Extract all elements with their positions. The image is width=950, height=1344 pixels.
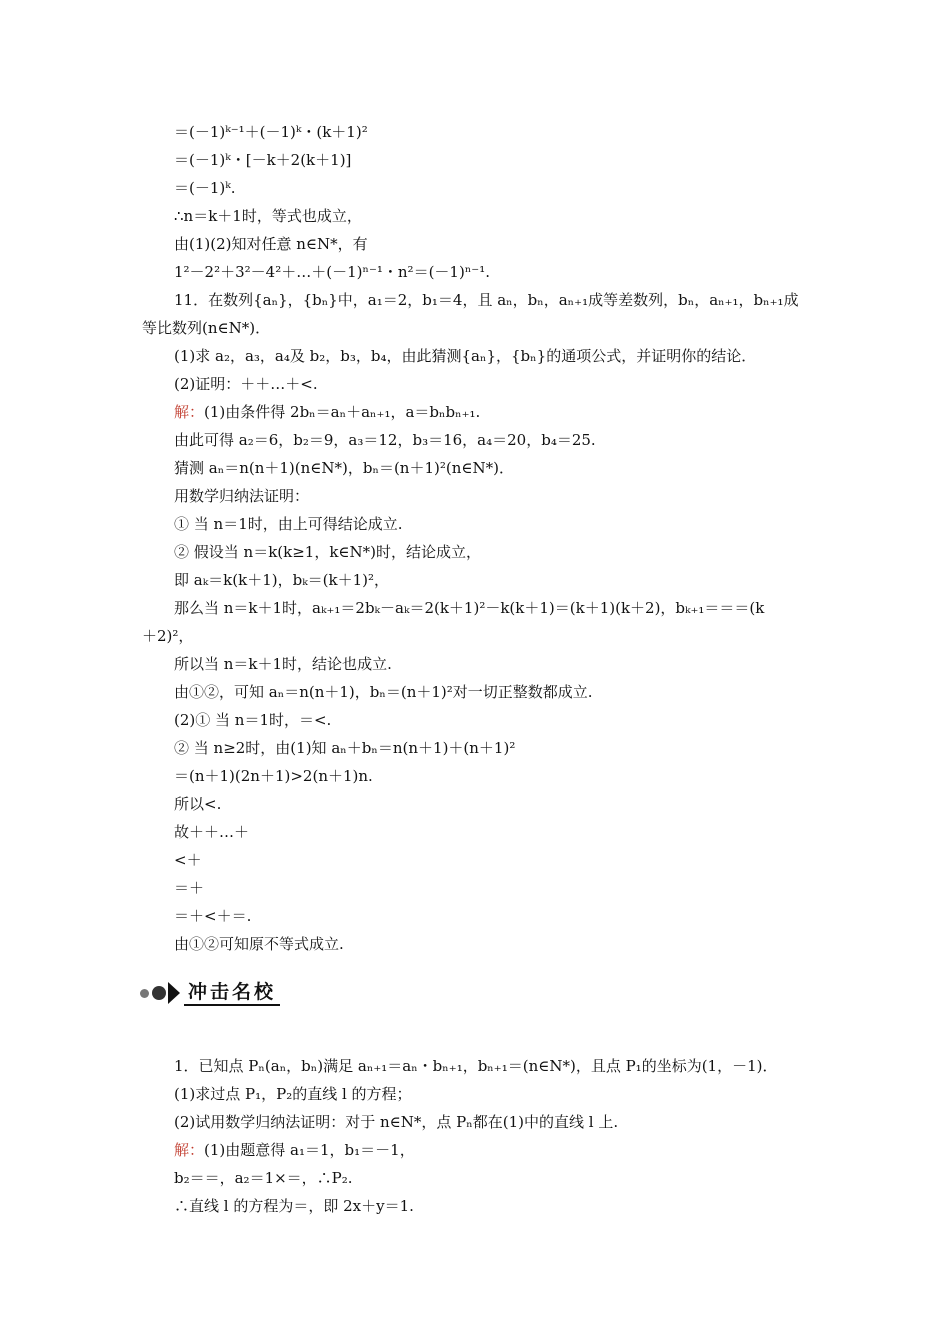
solution-line: ∴直线 l 的方程为＝，即 2x＋y＝1. <box>174 1197 414 1215</box>
solution-line: b₂＝＝，a₂＝1×＝，∴P₂. <box>174 1169 353 1187</box>
problem-1-part1: (1)求过点 P₁，P₂的直线 l 的方程； <box>174 1085 412 1103</box>
solution-line: ② 当 n≥2时，由(1)知 aₙ＋bₙ＝n(n＋1)＋(n＋1)² <box>174 739 516 757</box>
problem-1-statement: 1．已知点 Pₙ(aₙ，bₙ)满足 aₙ₊₁＝aₙ・bₙ₊₁，bₙ₊₁＝(n∈N*)，且点 P₁的坐标为(1，－1)． <box>174 1057 778 1075</box>
solution-line-wrap: ＋2)²， <box>142 627 194 645</box>
problem-11-statement: 11．在数列{aₙ}，{bₙ}中，a₁＝2，b₁＝4，且 aₙ，bₙ，aₙ₊₁成等差数列，bₙ，aₙ₊₁，bₙ₊₁成 <box>174 291 799 309</box>
solution-line: 由①②可知原不等式成立. <box>174 935 344 953</box>
solution-text: (1)由题意得 a₁＝1，b₁＝－1， <box>204 1141 415 1159</box>
solution-line: 猜测 aₙ＝n(n＋1)(n∈N*)，bₙ＝(n＋1)²(n∈N*)． <box>174 459 514 477</box>
solution-line: ② 假设当 n＝k(k≥1，k∈N*)时，结论成立， <box>174 543 482 561</box>
problem-11-part2: (2)证明：＋＋…＋<. <box>174 375 318 393</box>
solution-label: 解： <box>174 403 205 421</box>
solution-line: 由①②，可知 aₙ＝n(n＋1)，bₙ＝(n＋1)²对一切正整数都成立. <box>174 683 593 701</box>
solution-line: 用数学归纳法证明： <box>174 487 310 505</box>
solution-line: 那么当 n＝k＋1时，aₖ₊₁＝2bₖ－aₖ＝2(k＋1)²－k(k＋1)＝(k＋1)(k＋2)，bₖ₊₁＝＝＝(k <box>174 599 765 617</box>
solution-line: ① 当 n＝1时，由上可得结论成立. <box>174 515 403 533</box>
small-dot-icon <box>140 989 149 998</box>
solution-line: ＝＋ <box>174 879 205 897</box>
proof-line: 1²－2²＋3²－4²＋…＋(－1)ⁿ⁻¹・n²＝(－1)ⁿ⁻¹. <box>174 263 491 281</box>
proof-line: ＝(－1)ᵏ. <box>174 179 236 197</box>
solution-line: 即 aₖ＝k(k＋1)，bₖ＝(k＋1)²， <box>174 571 390 589</box>
solution-line: 由此可得 a₂＝6，b₂＝9，a₃＝12，b₃＝16，a₄＝20，b₄＝25. <box>174 431 596 449</box>
solution-line <box>174 402 480 422</box>
solution-line: 故＋＋…＋ <box>174 823 250 841</box>
section-title: 冲击名校 <box>184 980 280 1006</box>
problem-11-statement-cont: 等比数列(n∈N*)． <box>142 319 271 337</box>
section-banner <box>140 978 280 1008</box>
solution-line: ＝(n＋1)(2n＋1)>2(n＋1)n. <box>174 767 373 785</box>
solution-line: <＋ <box>174 851 202 869</box>
solution-line: 所以当 n＝k＋1时，结论也成立. <box>174 655 392 673</box>
proof-line: ＝(－1)ᵏ⁻¹＋(－1)ᵏ・(k＋1)² <box>174 123 368 141</box>
large-dot-icon <box>152 986 166 1000</box>
proof-line: ∴n＝k＋1时，等式也成立， <box>174 207 362 225</box>
problem-11-part1: (1)求 a₂，a₃，a₄及 b₂，b₃，b₄，由此猜测{aₙ}，{bₙ}的通项公式，并证明你的结论． <box>174 347 757 365</box>
arrow-right-icon <box>168 982 180 1004</box>
proof-line: 由(1)(2)知对任意 n∈N*，有 <box>174 235 368 253</box>
problem-1-part2: (2)试用数学归纳法证明：对于 n∈N*，点 Pₙ都在(1)中的直线 l 上. <box>174 1113 619 1131</box>
proof-line: ＝(－1)ᵏ・[－k＋2(k＋1)] <box>174 151 352 169</box>
solution-text: (1)由条件得 2bₙ＝aₙ＋aₙ₊₁，a＝bₙbₙ₊₁. <box>204 403 481 421</box>
solution-line: 所以<. <box>174 795 222 813</box>
solution-label: 解： <box>174 1141 205 1159</box>
solution-line: ＝＋<＋＝. <box>174 907 252 925</box>
solution-line <box>174 1140 415 1160</box>
solution-line: (2)① 当 n＝1时，＝<. <box>174 711 332 729</box>
